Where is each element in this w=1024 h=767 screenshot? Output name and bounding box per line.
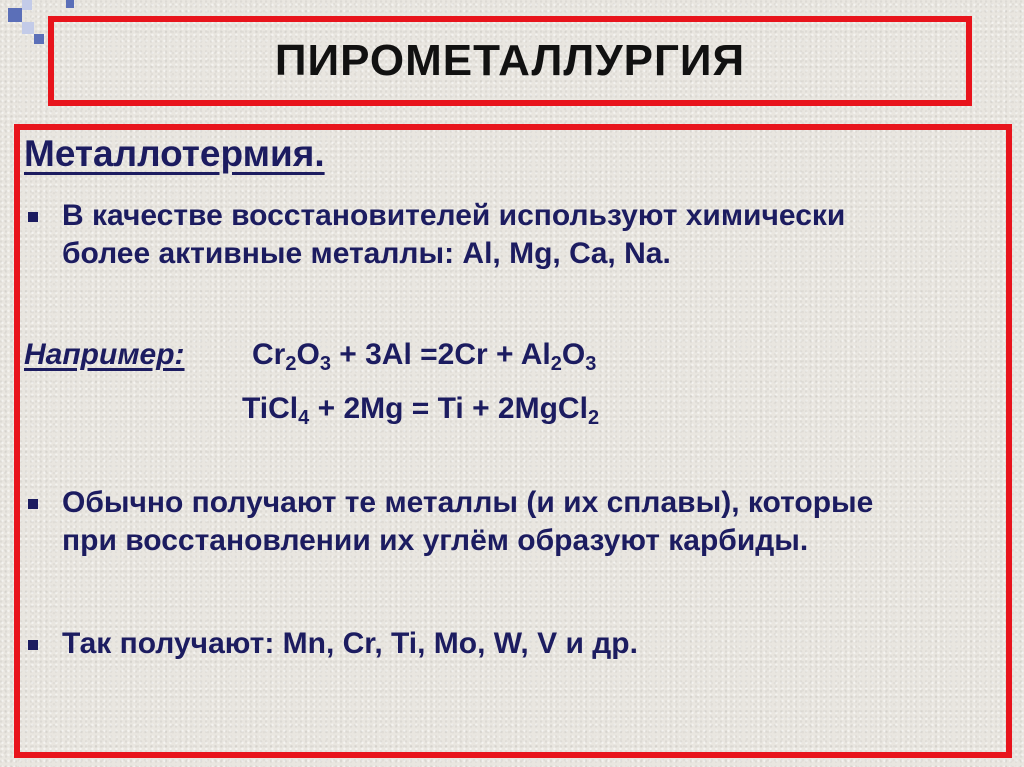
bullet-line: Так получают: Mn, Cr, Ti, Mo, W, V и др. — [62, 627, 638, 660]
corner-decoration-square — [8, 8, 22, 22]
bullet-text — [62, 484, 873, 560]
title-box — [48, 16, 972, 106]
equation-1: $Cr_2O_3 + 3Al =2Cr + Al_2O_3$ — [252, 338, 597, 375]
bullet-line: более активные металлы: Al, Mg, Ca, Na. — [62, 237, 671, 270]
corner-decoration-square — [66, 0, 74, 8]
bullet-text — [62, 625, 638, 663]
corner-decoration-square — [34, 34, 44, 44]
bullet-line: В качестве восстановителей используют химически — [62, 199, 846, 232]
equation-2: TiCl$_4$ + 2Mg = Ti + 2MgCl$_2$ — [242, 392, 600, 429]
corner-decoration-square — [22, 22, 34, 34]
bullet-line: Обычно получают те металлы (и их сплавы), которые — [62, 486, 874, 519]
bullet-icon — [28, 212, 38, 222]
bullet-text — [62, 197, 845, 273]
example-label: Например: — [24, 338, 185, 371]
page-title: ПИРОМЕТАЛЛУРГИЯ — [274, 36, 746, 85]
bullet-icon — [28, 640, 38, 650]
bullet-icon — [28, 499, 38, 509]
section-subtitle: Металлотермия. — [24, 133, 325, 174]
bullet-line: при восстановлении их углём образуют карбиды. — [62, 524, 809, 557]
corner-decoration-square — [22, 0, 32, 10]
